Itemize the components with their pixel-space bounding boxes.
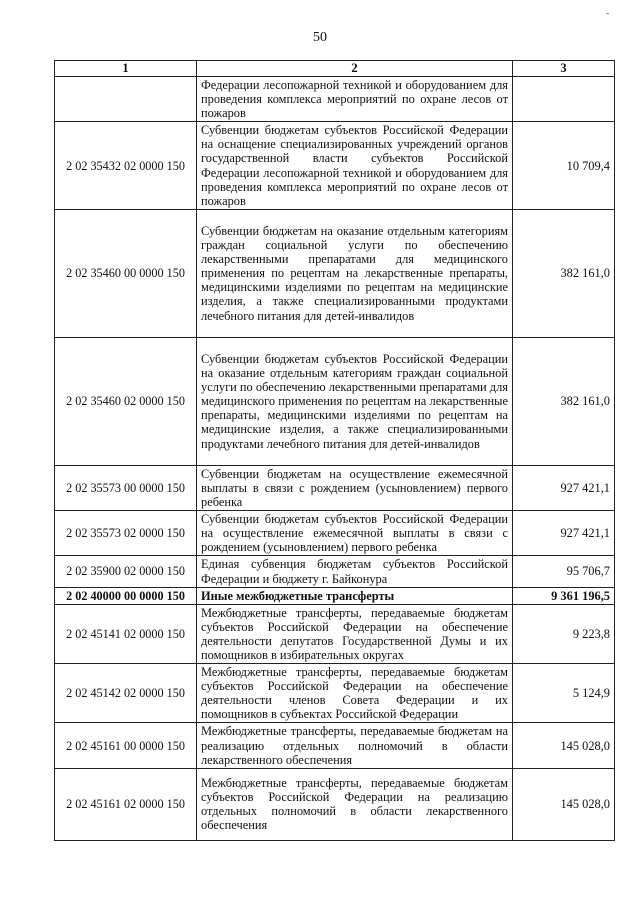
table-row [55, 664, 615, 723]
row-amount [513, 77, 615, 122]
table-row [55, 587, 615, 604]
table-row [55, 337, 615, 465]
row-description: Межбюджетные трансферты, передаваемые бюджетам на реализацию отдельных полномочий в области лекарственного обеспечения [197, 723, 513, 768]
row-description: Межбюджетные трансферты, передаваемые бюджетам субъектов Российской Федерации на обеспечение деятельности членов Совета Федерации и их помощников в субъектах Российской Федерации [197, 664, 513, 723]
row-code: 2 02 35900 02 0000 150 [55, 556, 197, 587]
column-header-amount: 3 [513, 61, 615, 77]
row-code: 2 02 40000 00 0000 150 [55, 587, 197, 604]
table-row [55, 723, 615, 768]
row-description: Субвенции бюджетам на осуществление ежемесячной выплаты в связи с рождением (усыновлением) первого ребенка [197, 465, 513, 510]
row-amount: 95 706,7 [513, 556, 615, 587]
column-header-description: 2 [197, 61, 513, 77]
row-code: 2 02 35573 02 0000 150 [55, 511, 197, 556]
budget-revenue-table [54, 60, 615, 841]
row-code: 2 02 45161 02 0000 150 [55, 768, 197, 840]
table-row [55, 122, 615, 210]
row-code: 2 02 35573 00 0000 150 [55, 465, 197, 510]
row-description: Субвенции бюджетам на оказание отдельным категориям граждан социальной услуги по обеспечению лекарственными препаратами для медицинского применения по рецептам на лекарственные препараты, медицинскими изделиями по рецептам на медицинские изделия, а также специализированными продуктами лечебного питания для детей-инвалидов [197, 209, 513, 337]
table-row [55, 604, 615, 663]
row-description: Субвенции бюджетам субъектов Российской Федерации на осуществление ежемесячной выплаты в связи с рождением (усыновлением) первого ребенка [197, 511, 513, 556]
page-number: 50 [313, 30, 327, 45]
row-code: 2 02 35460 02 0000 150 [55, 337, 197, 465]
row-amount: 145 028,0 [513, 768, 615, 840]
row-description: Субвенции бюджетам субъектов Российской Федерации на оказание отдельным категориям граждан социальной услуги по обеспечению лекарственными препаратами для медицинского применения по рецептам на лекарственные препараты, медицинскими изделиями по рецептам на медицинские изделия, а также специализированными продуктами лечебного питания для детей-инвалидов [197, 337, 513, 465]
row-code: 2 02 45161 00 0000 150 [55, 723, 197, 768]
row-description: Единая субвенция бюджетам субъектов Российской Федерации и бюджету г. Байконура [197, 556, 513, 587]
table-row [55, 556, 615, 587]
row-code: 2 02 35460 00 0000 150 [55, 209, 197, 337]
table-row [55, 465, 615, 510]
row-amount: 927 421,1 [513, 511, 615, 556]
row-code: 2 02 45142 02 0000 150 [55, 664, 197, 723]
row-code [55, 77, 197, 122]
row-code: 2 02 45141 02 0000 150 [55, 604, 197, 663]
column-header-code: 1 [55, 61, 197, 77]
row-amount: 9 223,8 [513, 604, 615, 663]
table-row [55, 511, 615, 556]
row-amount: 927 421,1 [513, 465, 615, 510]
row-amount: 9 361 196,5 [513, 587, 615, 604]
row-amount: 10 709,4 [513, 122, 615, 210]
table-header-row [55, 61, 615, 77]
row-description: Субвенции бюджетам субъектов Российской Федерации на оснащение специализированных учреждений органов государственной власти субъектов Российской Федерации лесопожарной техникой и оборудованием для проведения комплекса мероприятий по охране лесов от пожаров [197, 122, 513, 210]
row-description: Межбюджетные трансферты, передаваемые бюджетам субъектов Российской Федерации на обеспечение деятельности депутатов Государственной Думы и их помощников в избирательных округах [197, 604, 513, 663]
table-row [55, 77, 615, 122]
row-code: 2 02 35432 02 0000 150 [55, 122, 197, 210]
row-description: Федерации лесопожарной техникой и оборудованием для проведения комплекса мероприятий по охране лесов от пожаров [197, 77, 513, 122]
row-amount: 5 124,9 [513, 664, 615, 723]
row-description: Иные межбюджетные трансферты [197, 587, 513, 604]
table-row [55, 209, 615, 337]
row-amount: 382 161,0 [513, 209, 615, 337]
row-amount: 145 028,0 [513, 723, 615, 768]
corner-mark: - [606, 8, 610, 19]
table-row [55, 768, 615, 840]
row-amount: 382 161,0 [513, 337, 615, 465]
row-description: Межбюджетные трансферты, передаваемые бюджетам субъектов Российской Федерации на реализацию отдельных полномочий в области лекарственного обеспечения [197, 768, 513, 840]
